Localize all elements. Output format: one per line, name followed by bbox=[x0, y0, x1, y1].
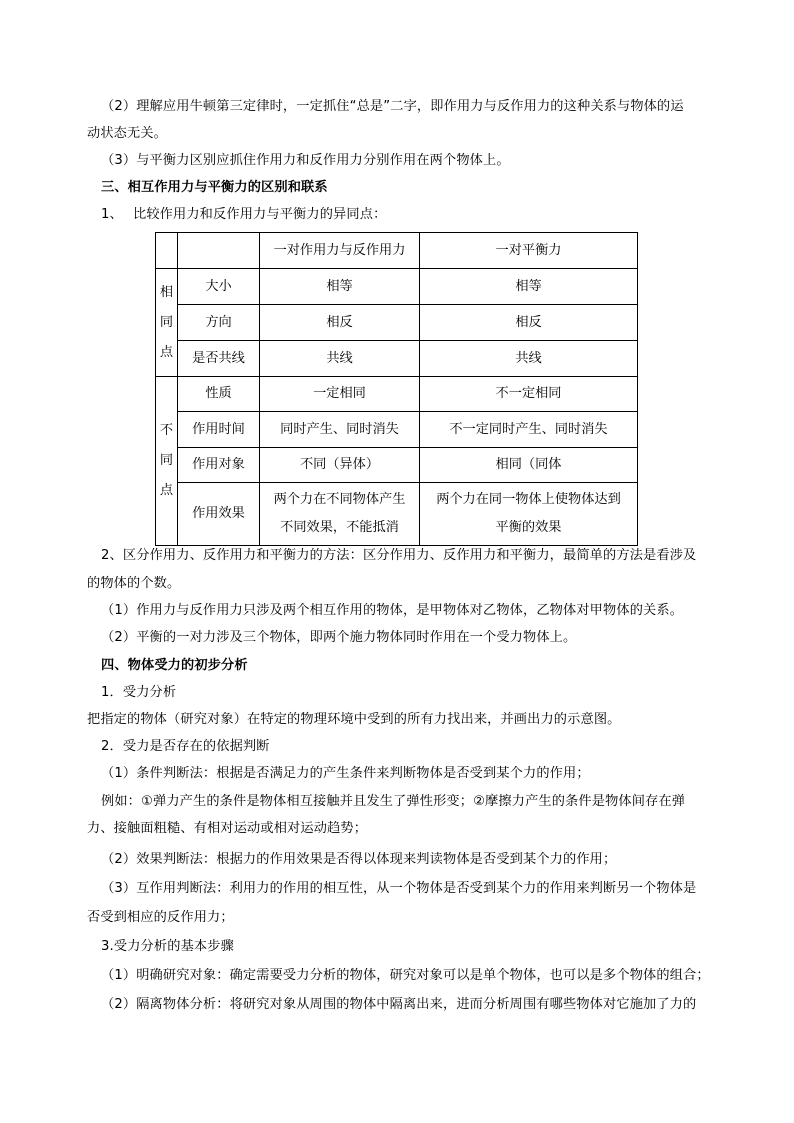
table-attr-cell: 作用效果 bbox=[178, 483, 260, 546]
table-attr-cell: 作用时间 bbox=[178, 412, 260, 448]
table-value-cell: 不一定相同 bbox=[420, 377, 638, 412]
paragraph-newton-third-law: （2）理解应用牛顿第三定律时，一定抓住“总是”二字，即作用力与反作用力的这种关系与物体的运 bbox=[101, 99, 684, 114]
table-value-cell: 相等 bbox=[260, 269, 420, 305]
table-value-cell: 一定相同 bbox=[260, 377, 420, 412]
table-cell-empty bbox=[178, 233, 260, 269]
paragraph-newton-third-law-cont: 动状态无关。 bbox=[87, 126, 168, 141]
table-group-label-same: 相 同 点 bbox=[156, 269, 178, 377]
table-header-balance: 一对平衡力 bbox=[420, 233, 638, 269]
table-header-action-reaction: 一对作用力与反作用力 bbox=[260, 233, 420, 269]
table-value-cell: 共线 bbox=[260, 341, 420, 377]
paragraph-step-1: （1）明确研究对象：确定需要受力分析的物体，研究对象可以是单个物体，也可以是多个物体的组合； bbox=[101, 968, 710, 983]
paragraph-balance-distinction: （3）与平衡力区别应抓住作用力和反作用力分别作用在两个物体上。 bbox=[101, 153, 510, 168]
paragraph-compare-intro: 比较作用力和反作用力与平衡力的异同点： bbox=[133, 207, 387, 222]
table-attr-cell: 方向 bbox=[178, 305, 260, 341]
table-value-cell: 相反 bbox=[420, 305, 638, 341]
table-attr-cell: 作用对象 bbox=[178, 448, 260, 483]
paragraph-distinguish-method-cont: 的物体的个数。 bbox=[87, 576, 181, 591]
paragraph-action-reaction-two-bodies: （1）作用力与反作用力只涉及两个相互作用的物体，是甲物体对乙物体，乙物体对甲物体的关系。 bbox=[101, 603, 684, 618]
subheading-force-existence: 2．受力是否存在的依据判断 bbox=[101, 739, 270, 754]
section-heading-3: 三、相互作用力与平衡力的区别和联系 bbox=[101, 180, 328, 195]
table-header-row bbox=[156, 233, 638, 269]
paragraph-mutual-method: （3）互作用判断法：利用力的作用的相互性，从一个物体是否受到某个力的作用来判断另一个物体是 bbox=[101, 881, 697, 896]
table-value-cell: 相等 bbox=[420, 269, 638, 305]
table-attr-cell: 大小 bbox=[178, 269, 260, 305]
table-value-cell: 同时产生、同时消失 bbox=[260, 412, 420, 448]
table-attr-cell: 是否共线 bbox=[178, 341, 260, 377]
paragraph-example: 例如：①弹力产生的条件是物体相互接触并且发生了弹性形变；②摩擦力产生的条件是物体间存在弹 bbox=[101, 794, 686, 809]
table-value-cell: 相同（同体 bbox=[420, 448, 638, 483]
table-value-cell: 不同（异体） bbox=[260, 448, 420, 483]
table-cell-empty bbox=[156, 233, 178, 269]
table-group-label-different: 不 同 点 bbox=[156, 377, 178, 546]
table-row bbox=[156, 377, 638, 412]
table-value-cell: 共线 bbox=[420, 341, 638, 377]
list-number-1: 1、 bbox=[101, 207, 123, 222]
paragraph-distinguish-method: 2、区分作用力、反作用力和平衡力的方法：区分作用力、反作用力和平衡力，最简单的方法是看涉及 bbox=[101, 548, 697, 563]
table-row bbox=[156, 483, 638, 546]
table-value-cell: 两个力在同一物体上使物体达到 平衡的效果 bbox=[420, 483, 638, 546]
comparison-table bbox=[155, 232, 638, 546]
table-row bbox=[156, 341, 638, 377]
table-value-cell: 两个力在不同物体产生 不同效果，不能抵消 bbox=[260, 483, 420, 546]
paragraph-condition-method: （1）条件判断法：根据是否满足力的产生条件来判断物体是否受到某个力的作用； bbox=[101, 766, 590, 781]
table-value-cell: 相反 bbox=[260, 305, 420, 341]
table-attr-cell: 性质 bbox=[178, 377, 260, 412]
section-heading-4: 四、物体受力的初步分析 bbox=[101, 658, 248, 673]
table-row bbox=[156, 448, 638, 483]
paragraph-force-analysis-def: 把指定的物体（研究对象）在特定的物理环境中受到的所有力找出来，并画出力的示意图。 bbox=[87, 712, 621, 727]
paragraph-effect-method: （2）效果判断法：根据力的作用效果是否得以体现来判读物体是否受到某个力的作用； bbox=[101, 852, 617, 867]
paragraph-balance-three-bodies: （2）平衡的一对力涉及三个物体，即两个施力物体同时作用在一个受力物体上。 bbox=[101, 630, 577, 645]
table-row bbox=[156, 412, 638, 448]
paragraph-step-2: （2）隔离物体分析：将研究对象从周围的物体中隔离出来，进而分析周围有哪些物体对它施加了力的 bbox=[101, 997, 697, 1012]
subheading-analysis-steps: 3.受力分析的基本步骤 bbox=[101, 939, 234, 954]
table-value-cell: 不一定同时产生、同时消失 bbox=[420, 412, 638, 448]
paragraph-example-cont: 力、接触面粗糙、有相对运动或相对运动趋势； bbox=[87, 821, 368, 836]
table-row bbox=[156, 305, 638, 341]
subheading-force-analysis: 1．受力分析 bbox=[101, 685, 177, 700]
paragraph-mutual-method-cont: 否受到相应的反作用力； bbox=[87, 910, 234, 925]
table-row bbox=[156, 269, 638, 305]
